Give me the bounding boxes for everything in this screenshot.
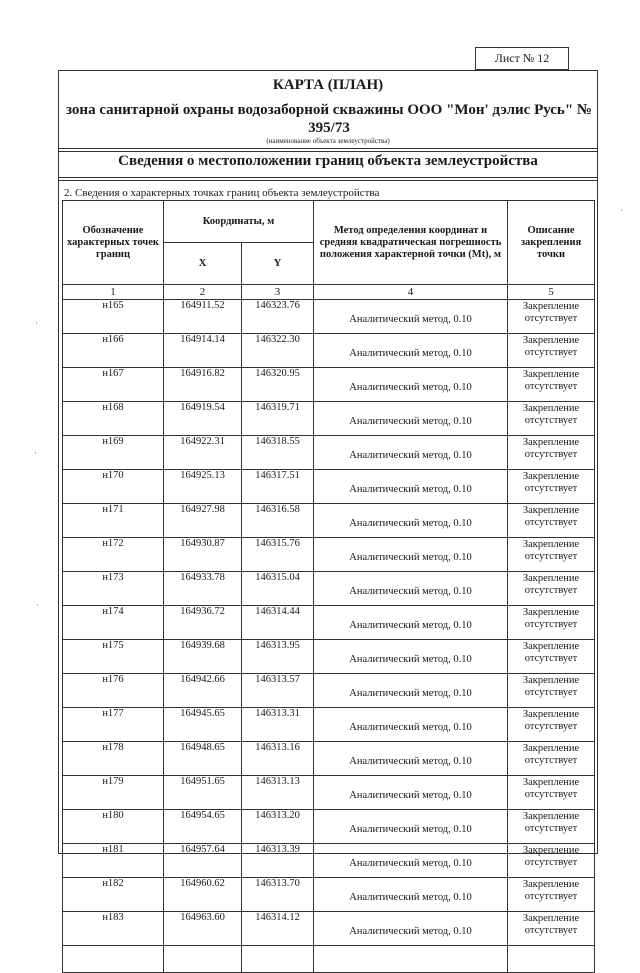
coord-x: 164960.62 [164,878,242,912]
coord-y: 146320.95 [242,368,314,402]
coord-x: 164945.65 [164,708,242,742]
column-number: 1 [63,285,164,300]
document-frame [58,70,598,937]
divider [59,151,597,152]
coord-x: 164919.54 [164,402,242,436]
header-designation: Обозначение характерных точек границ [63,201,164,285]
table-row [63,742,595,776]
table-row [63,844,595,878]
fixation-cell: Закрепление отсутствует [508,538,595,572]
method-cell: Аналитический метод, 0.10 [314,844,508,878]
point-name: н179 [63,776,164,810]
method-cell: Аналитический метод, 0.10 [314,368,508,402]
point-name: н180 [63,810,164,844]
method-cell: Аналитический метод, 0.10 [314,504,508,538]
fixation-cell: Закрепление отсутствует [508,402,595,436]
fixation-cell: Закрепление отсутствует [508,470,595,504]
coord-x: 164933.78 [164,572,242,606]
table-row [63,606,595,640]
method-cell: Аналитический метод, 0.10 [314,742,508,776]
method-cell: Аналитический метод, 0.10 [314,572,508,606]
coord-x: 164927.98 [164,504,242,538]
fixation-cell: Закрепление отсутствует [508,742,595,776]
divider [59,148,597,149]
fixation-cell: Закрепление отсутствует [508,640,595,674]
coord-x: 164939.68 [164,640,242,674]
divider [59,180,597,181]
table-row [63,504,595,538]
point-name: н182 [63,878,164,912]
coord-x: 164954.65 [164,810,242,844]
method-cell: Аналитический метод, 0.10 [314,470,508,504]
coord-x: 164925.13 [164,470,242,504]
column-number: 5 [508,285,595,300]
empty-cell [164,946,242,973]
subsection-title: 2. Сведения о характерных точках границ объекта землеустройства [64,187,380,199]
table-row [63,912,595,946]
coord-x: 164936.72 [164,606,242,640]
point-name: н166 [63,334,164,368]
coord-x: 164922.31 [164,436,242,470]
point-name: н175 [63,640,164,674]
coord-y: 146314.44 [242,606,314,640]
point-name: н170 [63,470,164,504]
fixation-cell: Закрепление отсутствует [508,708,595,742]
method-cell: Аналитический метод, 0.10 [314,674,508,708]
coord-x: 164951.65 [164,776,242,810]
sheet-number-label: Лист № 12 [475,47,569,70]
method-cell: Аналитический метод, 0.10 [314,538,508,572]
coord-y: 146319.71 [242,402,314,436]
empty-cell [63,946,164,973]
table-row [63,878,595,912]
fixation-cell: Закрепление отсутствует [508,776,595,810]
table-row [63,640,595,674]
method-cell: Аналитический метод, 0.10 [314,640,508,674]
coord-y: 146313.39 [242,844,314,878]
coord-y: 146323.76 [242,300,314,334]
point-name: н171 [63,504,164,538]
coord-x: 164957.64 [164,844,242,878]
empty-cell [242,946,314,973]
point-name: н176 [63,674,164,708]
section-title: Сведения о местоположении границ объекта землеустройства [118,153,538,169]
table-row [63,470,595,504]
fixation-cell: Закрепление отсутствует [508,844,595,878]
coord-y: 146313.13 [242,776,314,810]
method-cell: Аналитический метод, 0.10 [314,606,508,640]
coord-y: 146313.20 [242,810,314,844]
column-number: 2 [164,285,242,300]
table-row [63,538,595,572]
coord-x: 164911.52 [164,300,242,334]
fixation-cell: Закрепление отсутствует [508,436,595,470]
scan-speck: · [620,205,623,215]
fixation-cell: Закрепление отсутствует [508,674,595,708]
fixation-cell: Закрепление отсутствует [508,504,595,538]
method-cell: Аналитический метод, 0.10 [314,436,508,470]
scan-speck: · [36,600,39,610]
coord-y: 146313.70 [242,878,314,912]
table-row [63,674,595,708]
coordinates-table [62,200,595,973]
fixation-cell: Закрепление отсутствует [508,912,595,946]
table-row [63,572,595,606]
method-cell: Аналитический метод, 0.10 [314,300,508,334]
header-y: Y [242,243,314,285]
coord-y: 146314.12 [242,912,314,946]
method-cell: Аналитический метод, 0.10 [314,878,508,912]
object-name-caption: (наименование объекта землеустройства) [266,137,390,145]
coord-y: 146316.58 [242,504,314,538]
table-row [63,300,595,334]
fixation-cell: Закрепление отсутствует [508,572,595,606]
point-name: н183 [63,912,164,946]
table-row [63,368,595,402]
method-cell: Аналитический метод, 0.10 [314,334,508,368]
column-number: 4 [314,285,508,300]
coord-y: 146317.51 [242,470,314,504]
table-row [63,810,595,844]
header-x: X [164,243,242,285]
header-coordinates: Координаты, м [164,201,314,243]
divider [59,177,597,178]
coord-y: 146313.95 [242,640,314,674]
method-cell: Аналитический метод, 0.10 [314,708,508,742]
coord-x: 164963.60 [164,912,242,946]
coord-y: 146318.55 [242,436,314,470]
document-subtitle: зона санитарной охраны водозаборной скважины ООО "Мон' дэлис Русь" № 395/73 [65,102,593,136]
fixation-cell: Закрепление отсутствует [508,334,595,368]
method-cell: Аналитический метод, 0.10 [314,776,508,810]
fixation-cell: Закрепление отсутствует [508,368,595,402]
coord-y: 146313.31 [242,708,314,742]
point-name: н174 [63,606,164,640]
fixation-cell: Закрепление отсутствует [508,810,595,844]
method-cell: Аналитический метод, 0.10 [314,810,508,844]
point-name: н173 [63,572,164,606]
table-row [63,402,595,436]
table-row [63,334,595,368]
point-name: н167 [63,368,164,402]
scan-speck: · [34,448,37,458]
document-title: КАРТА (ПЛАН) [272,77,384,93]
table-row [63,708,595,742]
empty-cell [314,946,508,973]
coord-y: 146322.30 [242,334,314,368]
coord-x: 164914.14 [164,334,242,368]
coord-y: 146315.04 [242,572,314,606]
point-name: н172 [63,538,164,572]
coord-y: 146313.16 [242,742,314,776]
point-name: н168 [63,402,164,436]
fixation-cell: Закрепление отсутствует [508,606,595,640]
table-row [63,436,595,470]
fixation-cell: Закрепление отсутствует [508,300,595,334]
coord-y: 146315.76 [242,538,314,572]
column-number: 3 [242,285,314,300]
coord-x: 164942.66 [164,674,242,708]
coord-x: 164916.82 [164,368,242,402]
scan-speck: · [35,318,38,328]
empty-cell [508,946,595,973]
coord-x: 164930.87 [164,538,242,572]
point-name: н181 [63,844,164,878]
method-cell: Аналитический метод, 0.10 [314,912,508,946]
coord-y: 146313.57 [242,674,314,708]
fixation-cell: Закрепление отсутствует [508,878,595,912]
point-name: н177 [63,708,164,742]
table-row [63,776,595,810]
point-name: н169 [63,436,164,470]
point-name: н178 [63,742,164,776]
point-name: н165 [63,300,164,334]
header-description: Описание закрепления точки [508,201,595,285]
method-cell: Аналитический метод, 0.10 [314,402,508,436]
header-method: Метод определения координат и средняя квадратическая погрешность положения характерной точки (Mt), м [314,201,508,285]
coord-x: 164948.65 [164,742,242,776]
